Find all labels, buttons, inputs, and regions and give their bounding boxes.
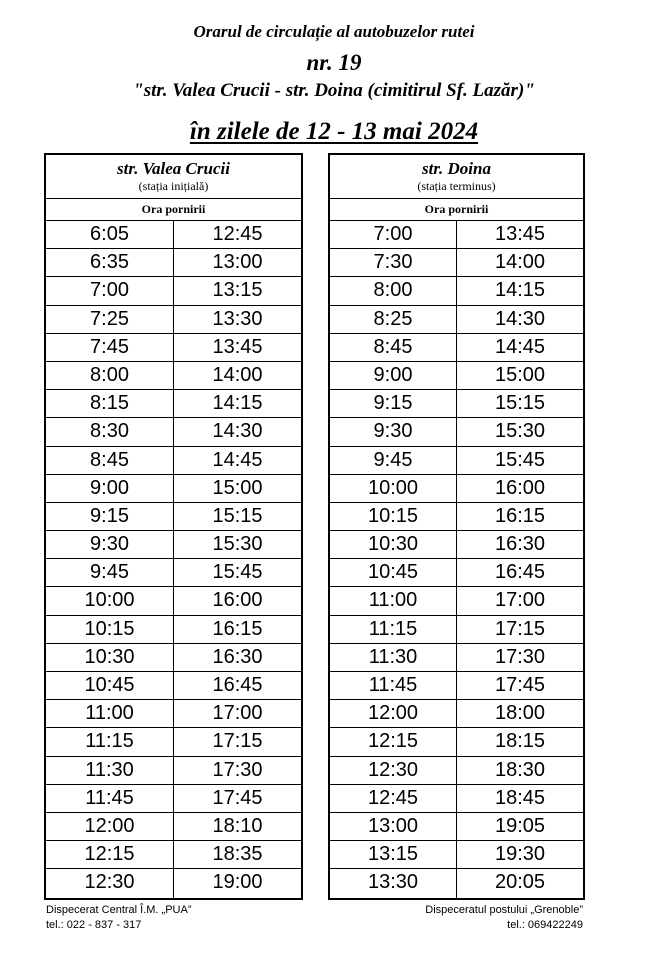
station-name: str. Doina [422, 159, 491, 178]
table-row [330, 559, 583, 587]
table-row [46, 447, 301, 475]
table-row [46, 475, 301, 503]
table-row [330, 616, 583, 644]
table-row [330, 418, 583, 446]
departure-time: 14:00 [212, 363, 263, 386]
departure-time: 18:00 [494, 702, 546, 725]
departure-time: 8:25 [330, 306, 457, 333]
table-row [330, 757, 583, 785]
departure-time: 13:45 [212, 335, 263, 358]
table-row [330, 221, 583, 249]
table-row [46, 531, 301, 559]
departure-time: 17:15 [212, 730, 263, 753]
table-row [46, 334, 301, 362]
departure-time: 11:30 [330, 644, 457, 671]
departure-time: 18:10 [212, 814, 263, 837]
table-row [46, 418, 301, 446]
station-name: str. Valea Crucii [117, 159, 230, 178]
table-row [46, 616, 301, 644]
departure-time: 13:15 [330, 841, 457, 868]
departure-time: 10:00 [330, 475, 457, 502]
departures-table-doina [328, 153, 585, 900]
dispatch-phone: tel.: 069422249 [507, 919, 583, 931]
departure-time: 18:15 [494, 730, 546, 753]
departure-time: 11:45 [46, 785, 174, 812]
departure-time: 16:00 [212, 589, 263, 612]
departure-time: 8:30 [46, 418, 174, 445]
departure-time: 15:15 [494, 392, 546, 415]
departure-time: 12:45 [212, 223, 263, 245]
schedule-heading: Orarul de circulație al autobuzelor rutei [193, 22, 475, 41]
table-row [330, 334, 583, 362]
dispatch-name: Dispeceratul postului „Grenoble” [425, 904, 583, 916]
departure-time: 13:00 [212, 251, 263, 274]
departure-time: 10:45 [330, 559, 457, 586]
table-row [330, 672, 583, 700]
departure-time: 6:05 [46, 221, 174, 248]
table-row [46, 390, 301, 418]
departure-time: 16:30 [212, 645, 263, 668]
route-number: nr. 19 [306, 50, 362, 75]
table-row [46, 813, 301, 841]
departure-time: 13:30 [212, 307, 263, 330]
table-row [46, 559, 301, 587]
departure-time: 9:00 [46, 475, 174, 502]
departure-time: 12:30 [46, 869, 174, 897]
departure-time: 14:15 [212, 392, 263, 415]
departure-time: 17:00 [212, 702, 263, 725]
departure-time: 13:45 [494, 223, 546, 245]
departure-time: 12:45 [330, 785, 457, 812]
departure-time: 15:45 [494, 448, 546, 471]
table-row [46, 728, 301, 756]
departure-time: 7:45 [46, 334, 174, 361]
table-row [46, 277, 301, 305]
departure-time: 15:30 [212, 533, 263, 556]
departure-time: 9:30 [46, 531, 174, 558]
table-row [46, 306, 301, 334]
departure-time: 16:45 [212, 674, 263, 696]
table-row [46, 672, 301, 700]
departure-time: 8:45 [330, 334, 457, 361]
departure-time: 9:30 [330, 418, 457, 445]
table-row [330, 306, 583, 334]
table-row [330, 531, 583, 559]
departure-time: 13:15 [212, 279, 263, 302]
table-row [330, 700, 583, 728]
departure-time: 18:35 [212, 843, 263, 866]
table-row [46, 503, 301, 531]
departure-time: 16:15 [494, 504, 546, 527]
departure-time: 13:00 [330, 813, 457, 840]
departure-time: 16:00 [494, 476, 546, 499]
departure-time: 9:15 [46, 503, 174, 530]
route-name: "str. Valea Crucii - str. Doina (cimitirul Sf. Lazăr)" [133, 80, 535, 101]
departure-time: 12:00 [330, 700, 457, 727]
departure-time: 6:35 [46, 249, 174, 276]
table-row [330, 785, 583, 813]
schedule-dates: în zilele de 12 - 13 mai 2024 [189, 118, 479, 145]
table-row [330, 587, 583, 615]
table-row [330, 475, 583, 503]
station-type: (stația terminus) [417, 179, 496, 193]
table-row [330, 503, 583, 531]
table-header [330, 155, 583, 199]
departure-time-label: Ora pornirii [46, 199, 301, 221]
departure-time: 12:15 [46, 841, 174, 868]
table-row [330, 277, 583, 305]
departure-time: 10:15 [330, 503, 457, 530]
departure-time: 8:00 [330, 277, 457, 304]
table-row [330, 869, 583, 897]
departure-time: 15:45 [212, 561, 263, 584]
table-row [46, 841, 301, 869]
departure-time: 7:30 [330, 249, 457, 276]
departure-time: 13:30 [330, 869, 457, 897]
departure-time: 10:30 [46, 644, 174, 671]
departure-time: 15:00 [494, 363, 546, 386]
departure-time: 8:15 [46, 390, 174, 417]
departure-time: 18:45 [494, 786, 546, 809]
departure-time: 17:45 [494, 674, 546, 696]
departure-time: 11:00 [46, 700, 174, 727]
table-row [46, 249, 301, 277]
table-row [330, 841, 583, 869]
departure-time: 10:45 [46, 672, 174, 699]
table-header [46, 155, 301, 199]
departure-time: 11:00 [330, 587, 457, 614]
departure-time: 11:15 [330, 616, 457, 643]
departure-time: 17:30 [494, 645, 546, 668]
table-row [46, 221, 301, 249]
departure-time: 19:30 [494, 843, 546, 866]
departure-time: 14:00 [494, 251, 546, 274]
departure-time: 14:15 [494, 279, 546, 302]
departure-time: 9:45 [46, 559, 174, 586]
departure-time: 8:00 [46, 362, 174, 389]
departure-time: 17:15 [494, 617, 546, 640]
table-row [46, 362, 301, 390]
departures-table-valea-crucii [44, 153, 303, 900]
departure-time: 17:00 [494, 589, 546, 612]
table-row [46, 644, 301, 672]
departure-time: 12:15 [330, 728, 457, 755]
table-row [330, 728, 583, 756]
departure-rows [330, 221, 583, 898]
departure-time: 15:00 [212, 476, 263, 499]
dispatch-central-contact [46, 903, 191, 933]
table-row [330, 447, 583, 475]
departure-rows [46, 221, 301, 898]
departure-time: 14:30 [212, 420, 263, 443]
departure-time: 9:45 [330, 447, 457, 474]
departure-time: 19:05 [494, 814, 546, 837]
table-row [330, 390, 583, 418]
departure-time: 15:15 [212, 504, 263, 527]
departure-time: 17:30 [212, 758, 263, 781]
dispatch-grenoble-contact [425, 903, 583, 933]
dispatch-name: Dispecerat Central Î.M. „PUA” [46, 904, 192, 916]
departure-time: 11:15 [46, 728, 174, 755]
table-row [330, 249, 583, 277]
departure-time: 9:15 [330, 390, 457, 417]
departure-time: 8:45 [46, 447, 174, 474]
table-row [330, 362, 583, 390]
departure-time: 12:30 [330, 757, 457, 784]
departure-time: 19:00 [212, 871, 263, 894]
departure-time: 10:15 [46, 616, 174, 643]
dispatch-phone: tel.: 022 - 837 - 317 [46, 919, 142, 931]
table-row [330, 813, 583, 841]
departure-time-label: Ora pornirii [330, 199, 583, 221]
departure-time: 15:30 [494, 420, 546, 443]
departure-time: 12:00 [46, 813, 174, 840]
departure-time: 18:30 [494, 758, 546, 781]
departure-time: 20:05 [494, 871, 546, 894]
departure-time: 11:30 [46, 757, 174, 784]
departure-time: 16:15 [212, 617, 263, 640]
table-row [46, 757, 301, 785]
table-row [46, 785, 301, 813]
departure-time: 11:45 [330, 672, 457, 699]
table-row [330, 644, 583, 672]
departure-time: 14:45 [494, 335, 546, 358]
departure-time: 7:25 [46, 306, 174, 333]
table-row [46, 869, 301, 897]
table-row [46, 587, 301, 615]
departure-time: 7:00 [46, 277, 174, 304]
departure-time: 10:00 [46, 587, 174, 614]
departure-time: 10:30 [330, 531, 457, 558]
departure-time: 7:00 [330, 221, 457, 248]
station-type: (stația inițială) [138, 179, 209, 193]
departure-time: 14:45 [212, 448, 263, 471]
departure-time: 9:00 [330, 362, 457, 389]
table-row [46, 700, 301, 728]
departure-time: 16:30 [494, 533, 546, 556]
departure-time: 14:30 [494, 307, 546, 330]
departure-time: 16:45 [494, 561, 546, 584]
departure-time: 17:45 [212, 786, 263, 809]
